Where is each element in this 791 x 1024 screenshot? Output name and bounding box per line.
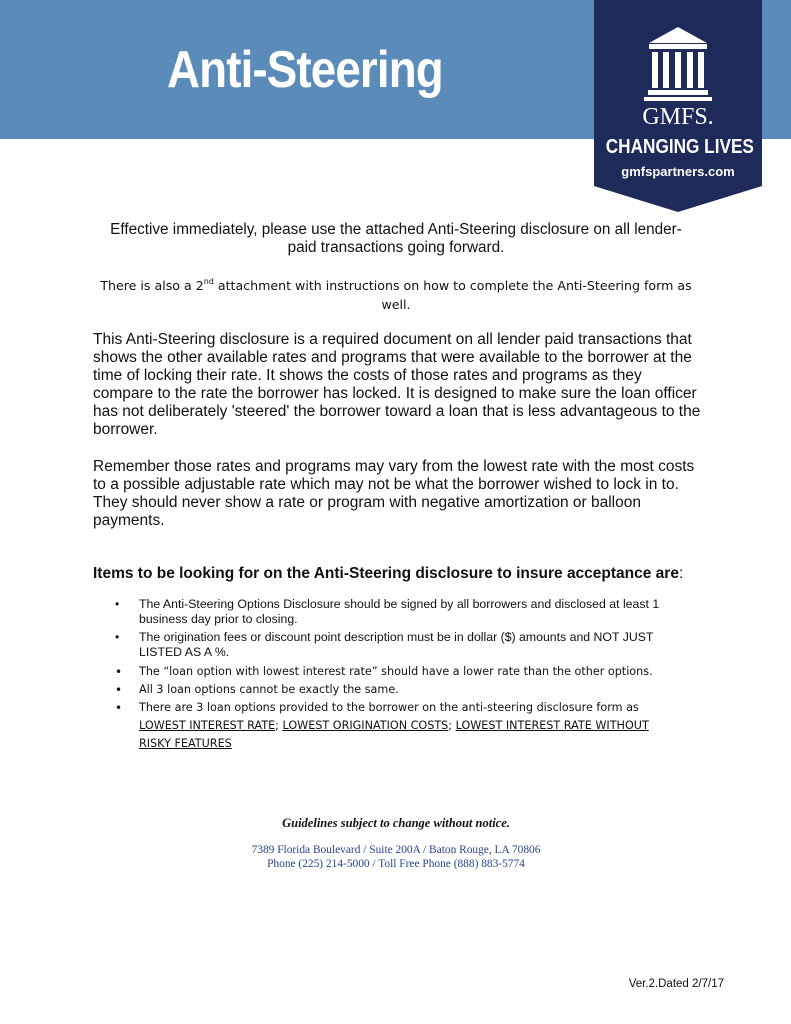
disclosure-description-paragraph: This Anti-Steering disclosure is a required document on all lender paid transactions that shows the other available rates and programs that were available to the borrower at the time of locking their rate. It shows the costs of those rates and programs as they compare to the rate the borrower has locked. It is designed to make sure the loan officer has not deliberately 'steered' the borrower toward a loan that is less advantageous to the borrower. — [93, 331, 701, 438]
bullet-icon: • — [115, 630, 120, 644]
option-lowest-interest-rate: LOWEST INTEREST RATE — [139, 719, 276, 732]
option-lowest-rate-without-risky-features: LOWEST INTEREST RATE WITHOUT RISKY FEATURES — [139, 719, 649, 750]
bullet-icon: • — [115, 701, 123, 715]
list-item — [112, 681, 682, 699]
list-item-text: The Anti-Steering Options Disclosure should be signed by all borrowers and disclosed at least 1 business day prior to closing. — [139, 597, 660, 626]
intro-line-2-before: There is also a 2 — [100, 278, 204, 293]
intro-line-2-superscript: nd — [203, 277, 214, 286]
bullet-icon: • — [115, 683, 123, 697]
acceptance-items-list — [112, 597, 682, 753]
option-separator: ; — [448, 719, 456, 732]
version-label: Ver.2.Dated 2/7/17 — [628, 978, 724, 990]
page-title: Anti-Steering — [167, 41, 443, 99]
items-heading-colon: : — [678, 565, 684, 582]
logo-tagline: CHANGING LIVES — [605, 136, 754, 158]
guidelines-note: Guidelines subject to change without notice. — [282, 816, 510, 830]
items-heading-text: Items to be looking for on the Anti-Steering disclosure to insure acceptance are — [93, 565, 679, 582]
intro-line-2-after: attachment with instructions on how to complete the Anti-Steering form as well. — [213, 278, 692, 312]
bullet-icon: • — [115, 665, 123, 679]
phone-line: Phone (225) 214-5000 / Toll Free Phone (888) 883-5774 — [267, 858, 525, 870]
list-item-text: The origination fees or discount point description must be in dollar ($) amounts and NOT JUST LISTED AS A %. — [139, 630, 654, 659]
option-separator: ; — [275, 719, 283, 732]
items-heading — [93, 565, 733, 583]
contact-block — [96, 843, 696, 871]
list-item — [112, 597, 682, 627]
intro-line-2 — [96, 276, 696, 314]
address-line: 7389 Florida Boulevard / Suite 200A / Baton Rouge, LA 70806 — [251, 844, 541, 856]
list-item — [112, 663, 682, 681]
logo-name: GMFS. — [642, 104, 714, 130]
list-item — [112, 630, 682, 660]
intro-line-1: Effective immediately, please use the attached Anti-Steering disclosure on all lender-paid transactions going forward. — [110, 221, 682, 256]
option-lowest-origination-costs: LOWEST ORIGINATION COSTS — [282, 719, 449, 732]
logo-url: gmfspartners.com — [621, 164, 735, 179]
gmfs-logo-badge — [594, 0, 762, 212]
bullet-icon: • — [115, 597, 120, 611]
list-item-text: The “loan option with lowest interest rate” should have a lower rate than the other options. — [139, 665, 653, 678]
rates-reminder-paragraph: Remember those rates and programs may vary from the lowest rate with the most costs to a possible adjustable rate which may not be what the borrower wished to lock in to. They should never show a rate or program with negative amortization or balloon payments. — [93, 458, 695, 529]
list-item-text: All 3 loan options cannot be exactly the same. — [139, 683, 399, 696]
list-item-text: There are 3 loan options provided to the borrower on the anti-steering disclosure form as — [139, 701, 639, 714]
list-item — [112, 699, 682, 753]
